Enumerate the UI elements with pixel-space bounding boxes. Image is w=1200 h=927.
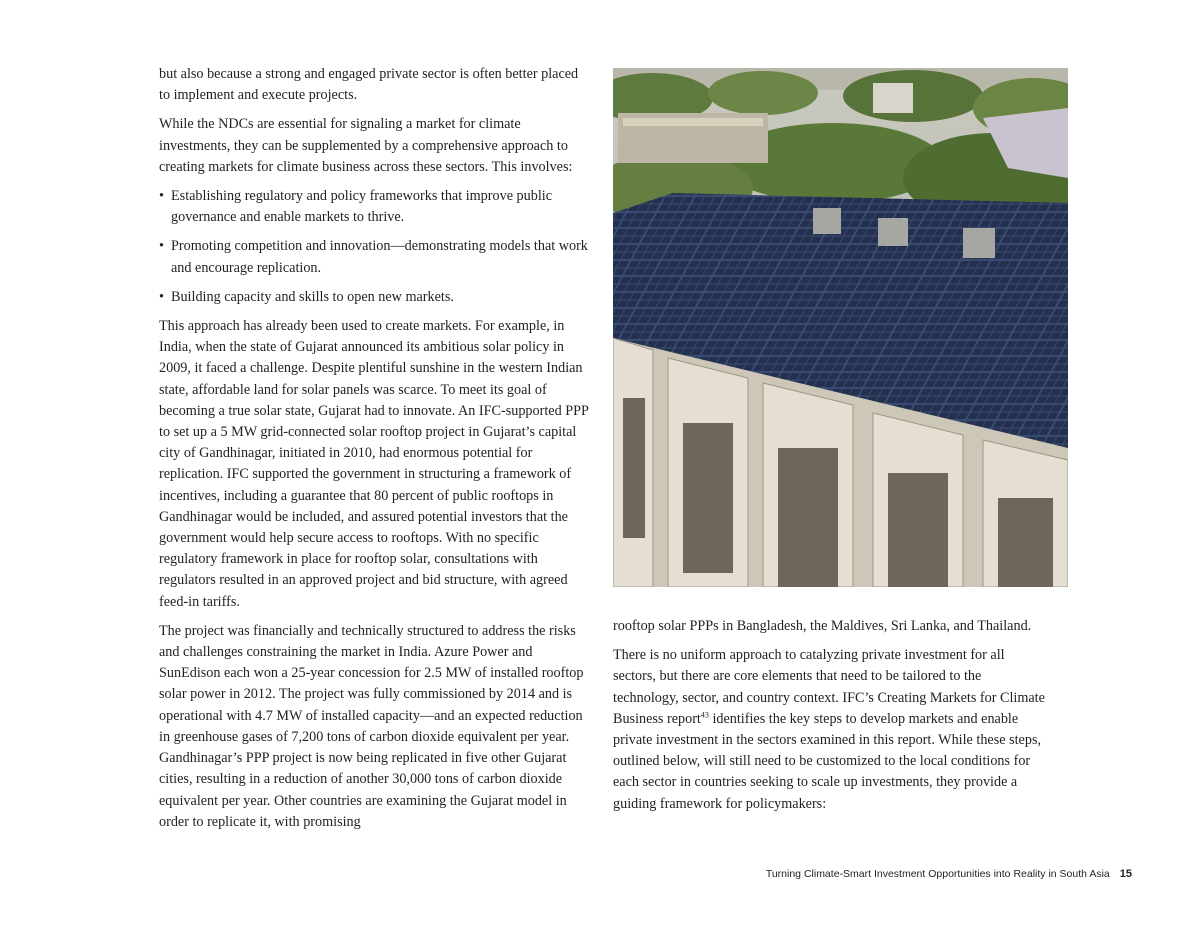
paragraph: While the NDCs are essential for signaling a market for climate investments, they can be supplemented by a comprehensive approach to creating markets for climate business across these sectors. This involves: (159, 116, 573, 175)
paragraph: but also because a strong and engaged private sector is often better placed to implement and execute projects. (159, 66, 579, 104)
page-footer (600, 868, 1132, 880)
paragraph: This approach has already been used to create markets. For example, in India, when the state of Gujarat announced its ambitious solar policy in 2009, it faced a challenge. Despite plentiful sunshine in the western Indian state, affordable land for solar panels was scarce. To meet its goal of becoming a true solar state, Gujarat had to innovate. An IFC-supported PPP to set up a 5 MW grid-connected solar rooftop project in Gujarat’s capital city of Gandhinagar, initiated in 2010, had enormous potential for replication. IFC supported the government in structuring a framework of incentives, including a guarantee that 80 percent of public rooftops in Gandhinagar would be included, and assured potential investors that the government would help secure access to rooftops. With no specific regulatory framework in place for rooftop solar, consultations with regulators resulted in an approved project and bid structure, with agreed feed-in tariffs. (159, 318, 589, 610)
paragraph-text: There is no uniform approach to catalyzing private investment for all sectors, but there are core elements that need to be tailored to the technology, sector, and country context. IFC’s Creating Markets for Climate Business report (613, 647, 1045, 727)
footnote-reference: 43 (700, 710, 709, 720)
left-column (159, 64, 591, 841)
solar-rooftop-photo (613, 68, 1068, 587)
footer-title: Turning Climate-Smart Investment Opportunities into Reality in South Asia (765, 868, 1110, 880)
paragraph-text: identifies the key steps to develop markets and enable private investment in the sectors examined in this report. While these steps, outlined below, will still need to be customized to the local conditions for each sector in countries seeking to scale up investments, they provide a guiding framework for policymakers: (613, 710, 1042, 812)
bullet-item: • Building capacity and skills to open new markets. (159, 287, 591, 308)
paragraph: The project was financially and technically structured to address the risks and challenges constraining the market in India. Azure Power and SunEdison each won a 25-year concession for 2.5 MW of installed rooftop solar power in 2012. The project was fully commissioned by 2014 and is operational with 4.7 MW of installed capacity—and an expected reduction in greenhouse gases of 7,200 tons of carbon dioxide equivalent per year. Gandhinagar’s PPP project is now being replicated in five other Gujarat cities, resulting in a reduction of another 30,000 tons of carbon dioxide equivalent per year. Other countries are examining the Gujarat model in order to replicate it, with promising (159, 622, 584, 830)
bullet-item: • Establishing regulatory and policy frameworks that improve public governance and enable markets to thrive. (159, 186, 591, 228)
right-column (613, 616, 1045, 823)
bullet-list (159, 186, 591, 308)
paragraph: rooftop solar PPPs in Bangladesh, the Maldives, Sri Lanka, and Thailand. (613, 618, 1032, 634)
page-number: 15 (1119, 868, 1132, 880)
bullet-item: • Promoting competition and innovation—demonstrating models that work and encourage replication. (159, 236, 591, 278)
paragraph (613, 645, 1045, 815)
